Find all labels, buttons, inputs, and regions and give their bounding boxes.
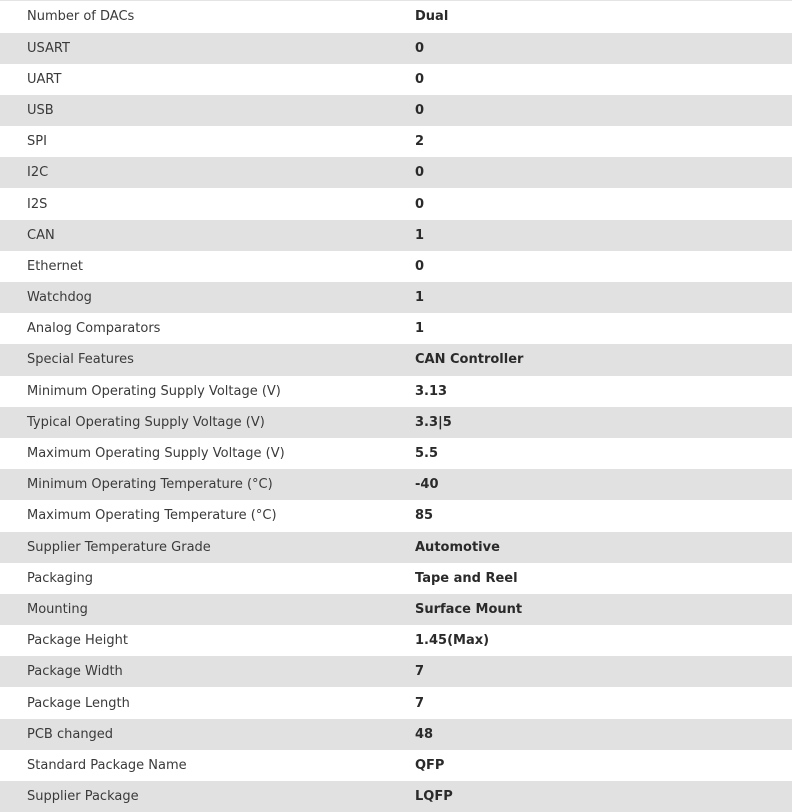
spec-value: 0 <box>415 157 792 188</box>
spec-row <box>0 157 792 188</box>
spec-label: SPI <box>0 126 415 157</box>
spec-label: USART <box>0 33 415 64</box>
spec-label: Minimum Operating Supply Voltage (V) <box>0 376 415 407</box>
spec-row <box>0 33 792 64</box>
spec-value: Automotive <box>415 532 792 563</box>
spec-value: 0 <box>415 95 792 126</box>
spec-label: Typical Operating Supply Voltage (V) <box>0 407 415 438</box>
spec-row <box>0 781 792 812</box>
spec-label: Analog Comparators <box>0 313 415 344</box>
spec-value: 1.45(Max) <box>415 625 792 656</box>
spec-value: 3.13 <box>415 376 792 407</box>
spec-label: UART <box>0 64 415 95</box>
spec-label: Supplier Temperature Grade <box>0 532 415 563</box>
spec-row <box>0 313 792 344</box>
spec-row <box>0 188 792 219</box>
spec-row <box>0 95 792 126</box>
spec-label: I2S <box>0 188 415 219</box>
spec-row <box>0 625 792 656</box>
spec-label: Minimum Operating Temperature (°C) <box>0 469 415 500</box>
spec-value: 1 <box>415 282 792 313</box>
spec-label: Special Features <box>0 344 415 375</box>
spec-row <box>0 251 792 282</box>
spec-label: Standard Package Name <box>0 750 415 781</box>
spec-value: 1 <box>415 220 792 251</box>
spec-value: Tape and Reel <box>415 563 792 594</box>
spec-value: 7 <box>415 687 792 718</box>
spec-value: CAN Controller <box>415 344 792 375</box>
spec-value: 0 <box>415 64 792 95</box>
spec-label: PCB changed <box>0 719 415 750</box>
spec-label: Packaging <box>0 563 415 594</box>
spec-row <box>0 656 792 687</box>
spec-value: 3.3|5 <box>415 407 792 438</box>
spec-value: 85 <box>415 500 792 531</box>
spec-value: -40 <box>415 469 792 500</box>
spec-row <box>0 376 792 407</box>
spec-row <box>0 344 792 375</box>
spec-label: Package Length <box>0 687 415 718</box>
spec-row <box>0 64 792 95</box>
spec-row <box>0 407 792 438</box>
spec-row <box>0 126 792 157</box>
spec-label: Supplier Package <box>0 781 415 812</box>
spec-row <box>0 282 792 313</box>
spec-value: QFP <box>415 750 792 781</box>
spec-label: Number of DACs <box>0 1 415 33</box>
spec-label: CAN <box>0 220 415 251</box>
spec-value: 0 <box>415 188 792 219</box>
spec-row <box>0 750 792 781</box>
spec-row <box>0 687 792 718</box>
spec-label: Ethernet <box>0 251 415 282</box>
spec-value: 0 <box>415 251 792 282</box>
spec-label: Package Height <box>0 625 415 656</box>
spec-value: 7 <box>415 656 792 687</box>
spec-row <box>0 719 792 750</box>
spec-table-body <box>0 1 792 812</box>
spec-row <box>0 563 792 594</box>
spec-value: 2 <box>415 126 792 157</box>
spec-value: Dual <box>415 1 792 33</box>
spec-value: 1 <box>415 313 792 344</box>
spec-value: 48 <box>415 719 792 750</box>
spec-value: 5.5 <box>415 438 792 469</box>
spec-label: Watchdog <box>0 282 415 313</box>
spec-label: Mounting <box>0 594 415 625</box>
spec-label: Maximum Operating Temperature (°C) <box>0 500 415 531</box>
spec-row <box>0 220 792 251</box>
spec-row <box>0 532 792 563</box>
spec-row <box>0 438 792 469</box>
spec-row <box>0 500 792 531</box>
spec-label: Package Width <box>0 656 415 687</box>
spec-row <box>0 594 792 625</box>
spec-value: Surface Mount <box>415 594 792 625</box>
spec-label: Maximum Operating Supply Voltage (V) <box>0 438 415 469</box>
spec-value: 0 <box>415 33 792 64</box>
spec-value: LQFP <box>415 781 792 812</box>
spec-label: I2C <box>0 157 415 188</box>
spec-row <box>0 1 792 33</box>
spec-label: USB <box>0 95 415 126</box>
spec-row <box>0 469 792 500</box>
